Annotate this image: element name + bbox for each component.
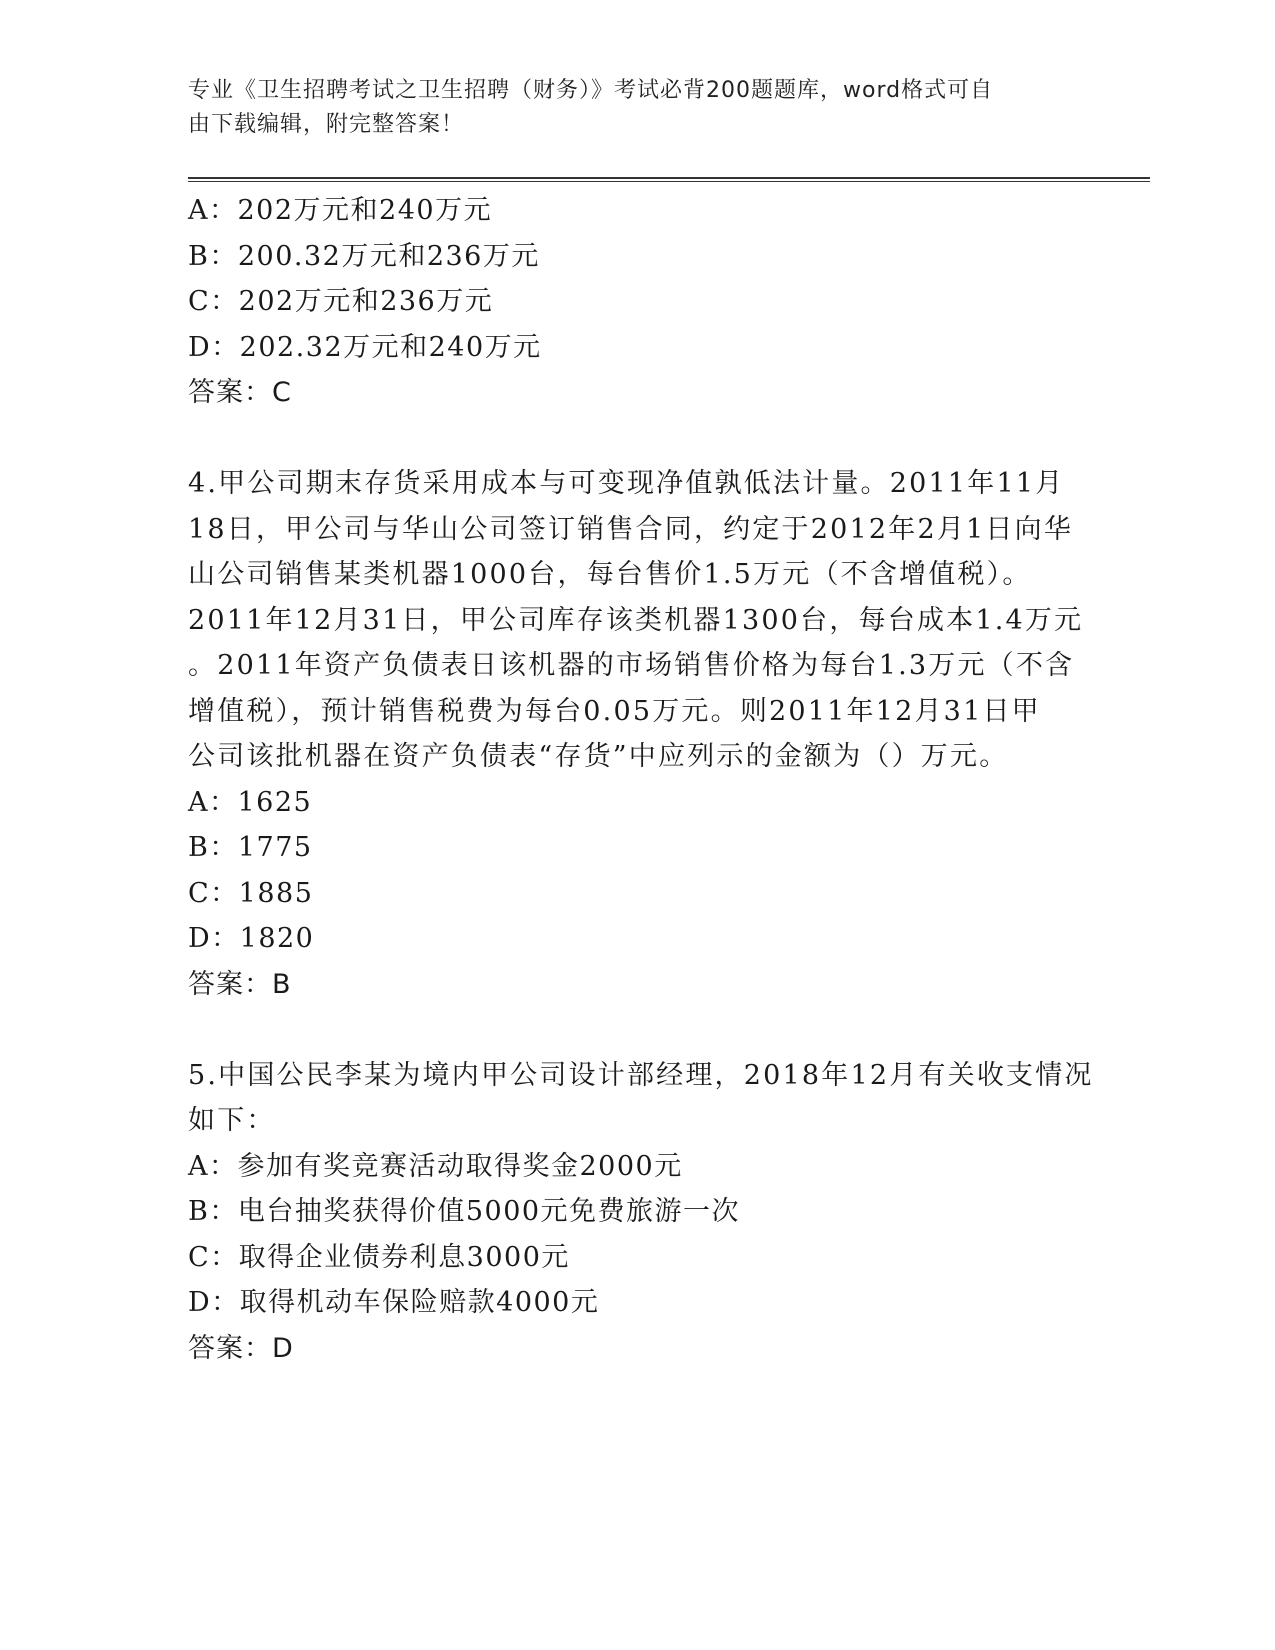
option-c: C：202万元和236万元	[188, 286, 494, 317]
spacer	[188, 416, 1088, 462]
question-5	[188, 1053, 1094, 1372]
answer: 答案：C	[188, 377, 292, 408]
stem-line: 公司该批机器在资产负债表“存货”中应列示的金额为（）万元。	[188, 741, 1009, 772]
spacer	[188, 1007, 1088, 1053]
stem-line: 4.甲公司期末存货采用成本与可变现净值孰低法计量。2011年11月	[188, 468, 1065, 499]
option-d: D：取得机动车保险赔款4000元	[188, 1287, 600, 1318]
document-body	[188, 188, 1094, 1371]
option-a: A：1625	[188, 786, 313, 818]
question-stem	[188, 1053, 1094, 1144]
option-b: B：电台抽奖获得价值5000元免费旅游一次	[188, 1196, 741, 1227]
header-divider-thick	[188, 177, 1150, 179]
option-d: D：202.32万元和240万元	[188, 331, 542, 363]
question-stem	[188, 461, 1088, 780]
header-line-2: 由下载编辑，附完整答案！	[188, 112, 465, 137]
header-divider-thin	[188, 181, 1150, 182]
stem-line: 。2011年资产负债表日该机器的市场销售价格为每台1.3万元（不含	[188, 650, 1075, 681]
option-c: C：取得企业债券利息3000元	[188, 1241, 570, 1273]
question-3	[188, 188, 1088, 416]
stem-line: 如下：	[188, 1105, 276, 1136]
answer: 答案：B	[188, 968, 292, 1000]
stem-line: 增值税），预计销售税费为每台0.05万元。则2011年12月31日甲	[188, 695, 1041, 727]
header-line-1: 专业《卫生招聘考试之卫生招聘（财务）》考试必背200题题库，word格式可自	[188, 78, 994, 103]
option-b: B：1775	[188, 832, 313, 863]
stem-line: 山公司销售某类机器1000台，每台售价1.5万元（不含增值税）。	[188, 559, 1032, 590]
stem-line: 18日，甲公司与华山公司签订销售合同，约定于2012年2月1日向华	[188, 513, 1074, 545]
stem-line: 2011年12月31日，甲公司库存该类机器1300台，每台成本1.4万元	[188, 604, 1084, 636]
option-a: A：202万元和240万元	[188, 195, 493, 226]
option-b: B：200.32万元和236万元	[188, 240, 540, 272]
option-d: D：1820	[188, 923, 315, 954]
option-a: A：参加有奖竞赛活动取得奖金2000元	[188, 1150, 683, 1182]
question-4	[188, 461, 1088, 1007]
option-c: C：1885	[188, 877, 314, 909]
document-header	[188, 74, 1088, 142]
stem-line: 5.中国公民李某为境内甲公司设计部经理，2018年12月有关收支情况	[188, 1059, 1094, 1091]
answer: 答案：D	[188, 1332, 294, 1364]
